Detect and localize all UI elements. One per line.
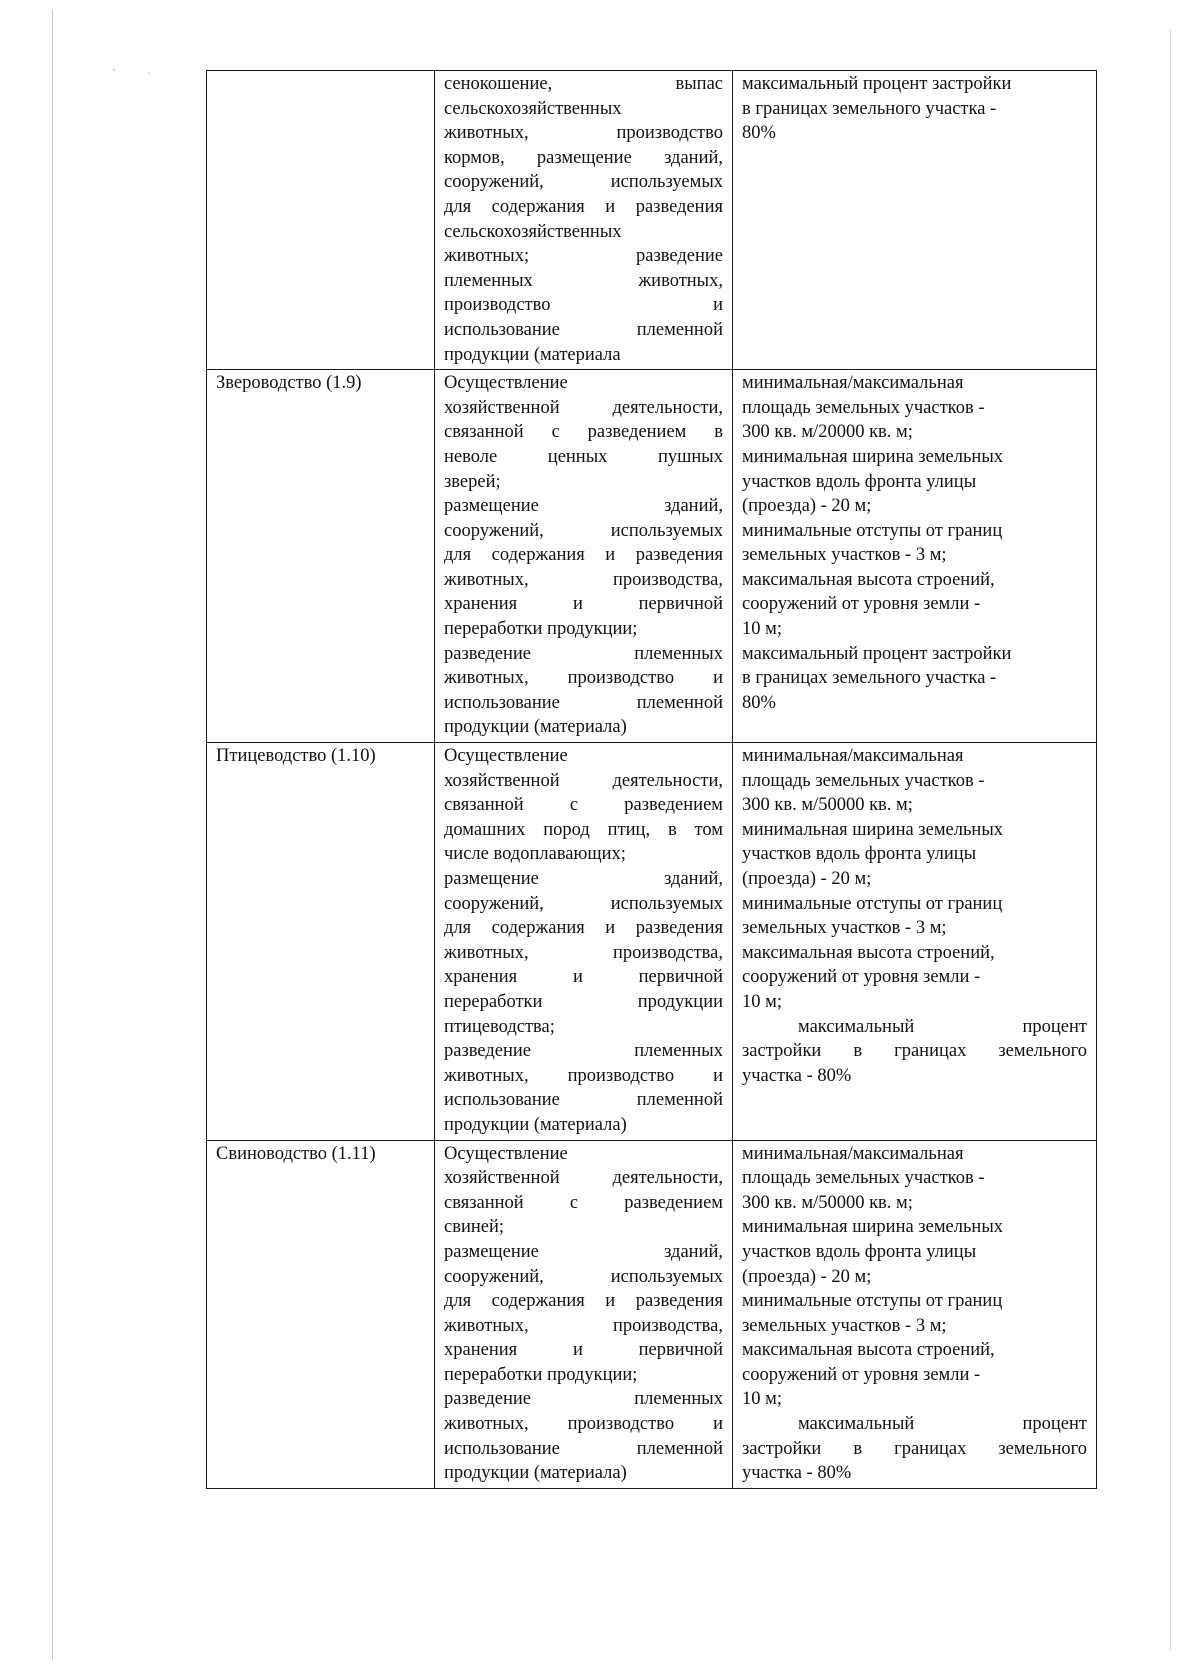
parameter-line-text: земельных участков - 3 м; (742, 1315, 947, 1336)
description-line-text: размещение зданий, (444, 1241, 723, 1262)
parameter-line (742, 818, 1087, 843)
parameter-line (742, 445, 1087, 470)
description-line-text: использование племенной (444, 319, 723, 340)
description-line-text: сооружений, используемых (444, 172, 723, 193)
parameters-cell (733, 1140, 1097, 1488)
zoning-regulations-table (206, 70, 1097, 1489)
description-line-text: кормов, размещение зданий, (444, 147, 723, 168)
parameter-line-text: участка - 80% (742, 1065, 852, 1086)
description-line (444, 220, 723, 245)
description-line-text: разведение племенных (444, 1041, 723, 1062)
parameter-line-text: минимальная ширина земельных (742, 1217, 1003, 1238)
description-line (444, 1265, 723, 1290)
description-line (444, 592, 723, 617)
description-line (444, 1289, 723, 1314)
description-line (444, 195, 723, 220)
description-line (444, 121, 723, 146)
description-line (444, 1338, 723, 1363)
parameter-line (742, 470, 1087, 495)
description-line (444, 892, 723, 917)
parameter-line (742, 72, 1087, 97)
description-line (444, 269, 723, 294)
scan-edge-left (52, 10, 53, 1660)
description-line (444, 72, 723, 97)
parameter-line-text: в границах земельного участка - (742, 98, 997, 119)
description-line-text: хозяйственной деятельности, (444, 770, 723, 791)
description-line-text: животных; разведение (444, 246, 723, 267)
parameter-line (742, 691, 1087, 716)
description-line-text: Осуществление (444, 373, 568, 394)
description-line (444, 1363, 723, 1388)
parameter-line (742, 1064, 1087, 1089)
description-line-text: использование племенной (444, 692, 723, 713)
parameter-line (742, 965, 1087, 990)
description-line (444, 146, 723, 171)
description-line-text: сенокошение, выпас (444, 74, 723, 94)
parameter-line-text: 300 кв. м/50000 кв. м; (742, 1192, 913, 1213)
description-line (444, 371, 723, 396)
parameter-line (742, 1191, 1087, 1216)
description-line (444, 1166, 723, 1191)
parameter-line (742, 793, 1087, 818)
parameter-line (742, 916, 1087, 941)
parameter-line-text: застройки в границах земельного (742, 1438, 1087, 1459)
parameter-line-text: площадь земельных участков - (742, 770, 985, 791)
description-line (444, 941, 723, 966)
parameter-line-text: участка - 80% (742, 1463, 852, 1484)
parameter-line (742, 941, 1087, 966)
description-line (444, 1113, 723, 1138)
description-line (444, 1015, 723, 1040)
description-line-text: использование племенной (444, 1438, 723, 1459)
parameter-line-text: максимальный процент (798, 1414, 1087, 1435)
description-line (444, 1215, 723, 1240)
description-line-text: хозяйственной деятельности, (444, 1168, 723, 1189)
description-line-text: животных, производство и (444, 668, 723, 689)
description-line-text: продукции (материала) (444, 1114, 627, 1135)
description-line (444, 1314, 723, 1339)
description-line-text: Осуществление (444, 1143, 568, 1164)
description-line-text: свиней; (444, 1217, 504, 1238)
parameter-line (742, 543, 1087, 568)
description-line (444, 965, 723, 990)
description-line-text: для содержания и разведения (444, 918, 723, 939)
description-line-text: сооружений, используемых (444, 520, 723, 541)
description-line-text: неволе ценных пушных (444, 446, 723, 467)
parameter-line (742, 666, 1087, 691)
description-line-text: животных, производство (444, 123, 723, 144)
description-line-text: для содержания и разведения (444, 545, 723, 566)
land-use-type-cell (207, 71, 435, 370)
parameter-line-text: 80% (742, 692, 776, 713)
description-line (444, 420, 723, 445)
description-line-text: переработки продукции; (444, 1364, 638, 1385)
parameter-line (742, 519, 1087, 544)
parameter-line-text: минимальные отступы от границ (742, 520, 1003, 541)
parameter-line-text: 300 кв. м/20000 кв. м; (742, 422, 913, 443)
description-line-text: сооружений, используемых (444, 893, 723, 914)
parameter-line-text: 10 м; (742, 991, 782, 1012)
parameter-line (742, 568, 1087, 593)
description-line (444, 793, 723, 818)
table-row (207, 370, 1097, 743)
parameter-line-text: максимальный процент застройки (742, 643, 1012, 664)
parameter-line-text: минимальная/максимальная (742, 373, 964, 394)
description-line-text: племенных животных, (444, 270, 723, 291)
description-line (444, 1088, 723, 1113)
parameter-line-text: земельных участков - 3 м; (742, 545, 947, 566)
table-row (207, 1140, 1097, 1488)
description-line (444, 818, 723, 843)
permitted-use-description-cell (435, 71, 733, 370)
parameter-line (742, 396, 1087, 421)
description-line (444, 691, 723, 716)
description-line (444, 470, 723, 495)
description-line-text: связанной с разведением (444, 795, 723, 816)
description-line (444, 568, 723, 593)
permitted-use-description-cell (435, 370, 733, 743)
description-line (444, 1064, 723, 1089)
parameter-line (742, 892, 1087, 917)
parameter-line-text: (проезда) - 20 м; (742, 869, 872, 889)
parameter-line (742, 1166, 1087, 1191)
parameters-cell (733, 370, 1097, 743)
parameter-line-text: (проезда) - 20 м; (742, 1266, 872, 1287)
parameter-line-text: участков вдоль фронта улицы (742, 471, 977, 492)
description-line-text: продукции (материала (444, 344, 621, 365)
description-line (444, 916, 723, 941)
description-line-text: хранения и первичной (444, 967, 723, 988)
description-line (444, 1039, 723, 1064)
description-line (444, 1240, 723, 1265)
table-row (207, 743, 1097, 1141)
description-line (444, 97, 723, 122)
parameter-line-text: минимальная/максимальная (742, 746, 964, 767)
description-line (444, 617, 723, 642)
parameter-line (742, 617, 1087, 642)
parameter-line (742, 842, 1087, 867)
permitted-use-description-cell (435, 743, 733, 1141)
parameter-line (742, 121, 1087, 146)
parameter-line-text: в границах земельного участка - (742, 668, 997, 689)
parameter-line-text: максимальная высота строений, (742, 942, 995, 963)
table-body (207, 71, 1097, 1489)
description-line (444, 715, 723, 740)
parameter-line-text: 10 м; (742, 1389, 782, 1410)
description-line (444, 1191, 723, 1216)
description-line-text: животных, производство и (444, 1065, 723, 1086)
description-line (444, 543, 723, 568)
parameter-line-text: (проезда) - 20 м; (742, 496, 872, 517)
parameter-line (742, 1412, 1087, 1437)
description-line (444, 494, 723, 519)
description-line-text: переработки продукции; (444, 619, 638, 640)
parameter-line-text: площадь земельных участков - (742, 1168, 985, 1189)
description-line-text: хранения и первичной (444, 1340, 723, 1361)
description-line-text: разведение племенных (444, 643, 723, 664)
parameter-line (742, 1289, 1087, 1314)
description-line (444, 666, 723, 691)
description-line-text: животных, производства, (444, 1315, 723, 1336)
parameter-line (742, 642, 1087, 667)
table-row (207, 71, 1097, 370)
parameter-line-text: сооружений от уровня земли - (742, 1364, 981, 1385)
description-line (444, 1412, 723, 1437)
land-use-type-cell: Свиноводство (1.11) (207, 1140, 435, 1488)
parameter-line-text: участков вдоль фронта улицы (742, 844, 977, 865)
description-line-text: птицеводства; (444, 1016, 555, 1037)
parameter-line-text: минимальная ширина земельных (742, 819, 1003, 840)
parameter-line (742, 1314, 1087, 1339)
description-line (444, 1461, 723, 1486)
parameter-line-text: застройки в границах земельного (742, 1041, 1087, 1062)
description-line (444, 445, 723, 470)
parameter-line-text: максимальный процент застройки (742, 74, 1012, 94)
description-line (444, 519, 723, 544)
description-line-text: связанной с разведением (444, 1192, 723, 1213)
parameter-line-text: участков вдоль фронта улицы (742, 1241, 977, 1262)
description-line-text: сельскохозяйственных (444, 98, 622, 119)
scan-specks: ` · (112, 66, 165, 80)
description-line (444, 1437, 723, 1462)
description-line (444, 293, 723, 318)
parameter-line (742, 1215, 1087, 1240)
description-line-text: продукции (материала) (444, 1463, 627, 1484)
description-line-text: зверей; (444, 471, 501, 492)
parameter-line (742, 494, 1087, 519)
description-line-text: связанной с разведением в (444, 422, 723, 443)
parameter-line (742, 592, 1087, 617)
parameter-line (742, 769, 1087, 794)
parameter-line (742, 744, 1087, 769)
parameter-line (742, 1039, 1087, 1064)
parameter-line-text: минимальные отступы от границ (742, 893, 1003, 914)
description-line-text: для содержания и разведения (444, 1291, 723, 1312)
description-line (444, 842, 723, 867)
parameter-line-text: максимальная высота строений, (742, 1340, 995, 1361)
parameters-cell (733, 71, 1097, 370)
description-line-text: домашних пород птиц, в том (444, 819, 723, 840)
description-line (444, 867, 723, 892)
permitted-use-description-cell (435, 1140, 733, 1488)
description-line (444, 990, 723, 1015)
scan-edge-right (1170, 30, 1171, 1650)
description-line-text: хранения и первичной (444, 594, 723, 615)
parameter-line (742, 1015, 1087, 1040)
description-line-text: сельскохозяйственных (444, 221, 622, 242)
parameter-line-text: минимальная ширина земельных (742, 446, 1003, 467)
description-line (444, 769, 723, 794)
description-line (444, 318, 723, 343)
parameter-line-text: максимальная высота строений, (742, 569, 995, 590)
description-line (444, 1142, 723, 1167)
parameter-line-text: сооружений от уровня земли - (742, 967, 981, 988)
description-line-text: разведение племенных (444, 1389, 723, 1410)
description-line (444, 343, 723, 368)
description-line-text: животных, производство и (444, 1414, 723, 1435)
parameter-line (742, 1142, 1087, 1167)
description-line-text: производство и (444, 295, 723, 316)
description-line (444, 744, 723, 769)
parameter-line-text: площадь земельных участков - (742, 397, 985, 418)
parameter-line (742, 1338, 1087, 1363)
description-line-text: числе водоплавающих; (444, 844, 626, 865)
land-use-type-cell: Звероводство (1.9) (207, 370, 435, 743)
description-line (444, 396, 723, 421)
description-line-text: хозяйственной деятельности, (444, 397, 723, 418)
parameter-line-text: минимальная/максимальная (742, 1143, 964, 1164)
description-line-text: продукции (материала) (444, 717, 627, 738)
parameter-line (742, 1461, 1087, 1486)
parameter-line (742, 1437, 1087, 1462)
parameter-line-text: 10 м; (742, 619, 782, 640)
parameter-line (742, 990, 1087, 1015)
description-line-text: для содержания и разведения (444, 196, 723, 217)
parameter-line (742, 867, 1087, 892)
description-line (444, 244, 723, 269)
description-line-text: использование племенной (444, 1090, 723, 1111)
parameters-cell (733, 743, 1097, 1141)
parameter-line (742, 97, 1087, 122)
parameter-line-text: земельных участков - 3 м; (742, 918, 947, 939)
description-line-text: животных, производства, (444, 942, 723, 963)
parameter-line-text: максимальный процент (798, 1016, 1087, 1037)
description-line-text: переработки продукции (444, 991, 723, 1012)
description-line-text: размещение зданий, (444, 869, 723, 889)
description-line (444, 170, 723, 195)
land-use-type-cell: Птицеводство (1.10) (207, 743, 435, 1141)
description-line (444, 1387, 723, 1412)
parameter-line (742, 1240, 1087, 1265)
parameter-line (742, 371, 1087, 396)
description-line (444, 642, 723, 667)
parameter-line (742, 420, 1087, 445)
parameter-line (742, 1363, 1087, 1388)
description-line-text: животных, производства, (444, 569, 723, 590)
parameter-line-text: минимальные отступы от границ (742, 1291, 1003, 1312)
parameter-line (742, 1387, 1087, 1412)
parameter-line-text: сооружений от уровня земли - (742, 594, 981, 615)
parameter-line (742, 1265, 1087, 1290)
description-line-text: Осуществление (444, 746, 568, 767)
description-line-text: сооружений, используемых (444, 1266, 723, 1287)
parameter-line-text: 300 кв. м/50000 кв. м; (742, 795, 913, 816)
parameter-line-text: 80% (742, 123, 776, 144)
description-line-text: размещение зданий, (444, 496, 723, 517)
